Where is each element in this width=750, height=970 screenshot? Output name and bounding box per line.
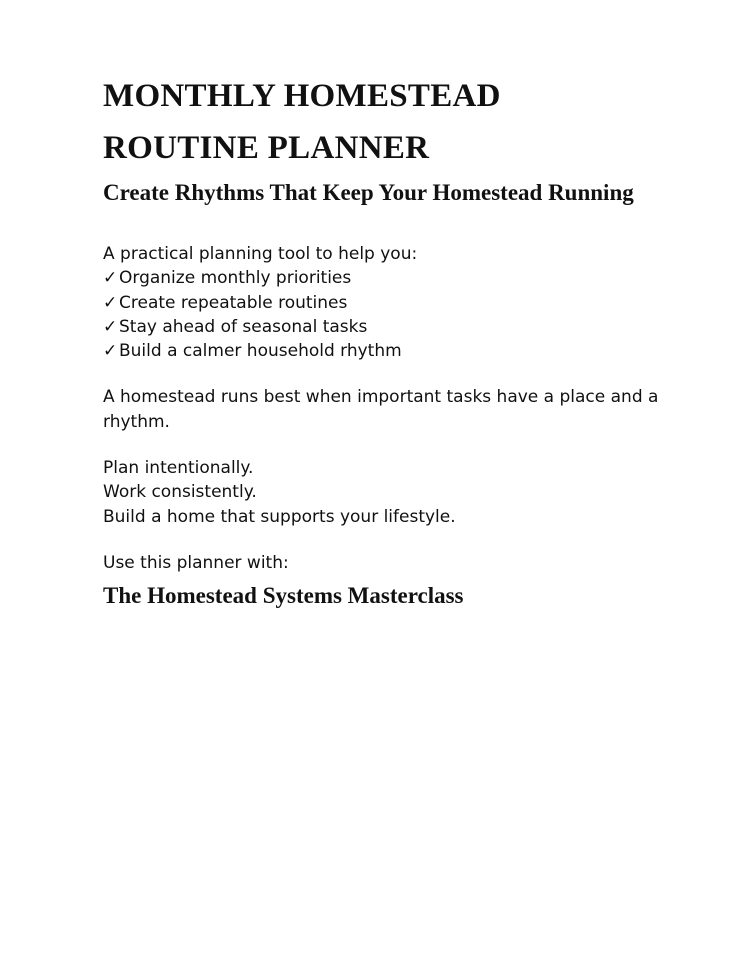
checklist-item <box>103 339 683 363</box>
title-line-1: MONTHLY HOMESTEAD <box>103 78 501 114</box>
checkmark-icon: ✓ <box>103 292 118 313</box>
checklist-item <box>103 315 683 339</box>
checkmark-icon: ✓ <box>103 316 118 337</box>
checkmark-icon: ✓ <box>103 341 118 362</box>
checklist-item <box>103 266 683 290</box>
description-paragraph: A homestead runs best when important tasks have a place and a rhythm. <box>103 387 659 432</box>
document-title <box>103 70 683 174</box>
affirmation-line: Work consistently. <box>103 482 257 503</box>
affirmations-block <box>103 456 683 529</box>
checkmark-icon: ✓ <box>103 268 118 289</box>
course-title: The Homestead Systems Masterclass <box>103 583 464 609</box>
affirmation-line: Build a home that supports your lifestyle. <box>103 506 456 527</box>
affirmation-line: Plan intentionally. <box>103 458 254 479</box>
checklist-item <box>103 291 683 315</box>
checklist-item-text: Create repeatable routines <box>119 292 348 313</box>
benefits-checklist <box>103 266 683 363</box>
checklist-item-text: Organize monthly priorities <box>119 268 352 289</box>
title-line-2: ROUTINE PLANNER <box>103 130 430 166</box>
intro-text: A practical planning tool to help you: <box>103 244 418 264</box>
document-subtitle: Create Rhythms That Keep Your Homestead Running <box>103 180 634 205</box>
checklist-item-text: Stay ahead of seasonal tasks <box>119 316 368 337</box>
document-page <box>103 70 683 611</box>
use-with-label: Use this planner with: <box>103 552 289 573</box>
checklist-item-text: Build a calmer household rhythm <box>119 341 402 362</box>
